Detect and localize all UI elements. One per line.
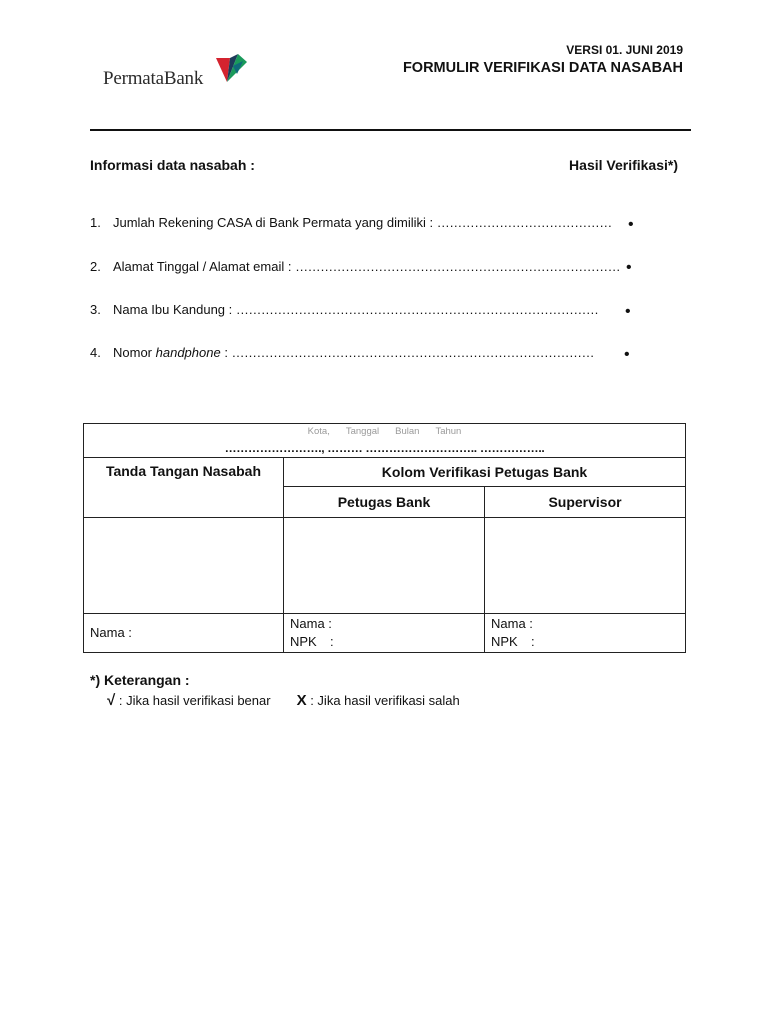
verification-result-heading: Hasil Verifikasi*) bbox=[569, 157, 678, 173]
question-label: Alamat Tinggal / Alamat email : bbox=[113, 259, 296, 274]
supervisor-header: Supervisor bbox=[485, 487, 686, 518]
officer-npk-line bbox=[290, 633, 484, 651]
answer-blank[interactable]: …………………………………………………………………… bbox=[295, 259, 621, 274]
question-item bbox=[90, 302, 598, 317]
permata-diamond-icon bbox=[213, 52, 249, 88]
header-divider bbox=[90, 129, 691, 131]
npk-label: NPK bbox=[491, 634, 518, 649]
officer-signature-box[interactable] bbox=[284, 518, 485, 614]
verification-check-field[interactable]: • bbox=[624, 346, 630, 363]
officer-name-line bbox=[290, 615, 484, 633]
npk-colon: : bbox=[531, 634, 535, 649]
customer-signature-box[interactable] bbox=[84, 518, 284, 614]
question-item bbox=[90, 345, 594, 360]
year-hint: Tahun bbox=[435, 426, 462, 437]
question-number: 2. bbox=[90, 259, 101, 274]
answer-blank[interactable]: …………………………………………………………………………… bbox=[231, 345, 595, 360]
date-place-hints bbox=[84, 426, 685, 437]
bank-verification-header: Kolom Verifikasi Petugas Bank bbox=[284, 458, 686, 487]
officer-header: Petugas Bank bbox=[284, 487, 485, 518]
signature-table bbox=[83, 423, 686, 653]
question-number: 1. bbox=[90, 215, 101, 230]
question-number: 4. bbox=[90, 345, 101, 360]
question-item bbox=[90, 259, 620, 274]
notes-heading: *) Keterangan : bbox=[90, 672, 190, 688]
form-title: FORMULIR VERIFIKASI DATA NASABAH bbox=[402, 60, 683, 76]
supervisor-name-npk-field[interactable] bbox=[485, 614, 686, 653]
notes-legend bbox=[107, 692, 460, 709]
question-item bbox=[90, 215, 612, 230]
name-label: Nama : bbox=[491, 616, 533, 631]
npk-label: NPK bbox=[290, 634, 317, 649]
officer-name-npk-field[interactable] bbox=[284, 614, 485, 653]
month-hint: Bulan bbox=[395, 426, 420, 437]
supervisor-npk-line bbox=[491, 633, 685, 651]
question-number: 3. bbox=[90, 302, 101, 317]
question-label: Nama Ibu Kandung : bbox=[113, 302, 236, 317]
form-version: VERSI 01. JUNI 2019 bbox=[566, 43, 683, 57]
question-label-prefix: Nomor bbox=[113, 345, 156, 360]
cross-icon: X bbox=[296, 692, 307, 709]
question-label: Jumlah Rekening CASA di Bank Permata yang dimiliki : bbox=[113, 215, 437, 230]
check-meaning: : Jika hasil verifikasi benar bbox=[115, 693, 271, 708]
question-label-italic: handphone bbox=[155, 345, 221, 360]
cross-meaning: : Jika hasil verifikasi salah bbox=[306, 693, 460, 708]
customer-name-field[interactable] bbox=[84, 614, 284, 653]
date-place-blank: ……………………., ……… ……………………….. …………….. bbox=[224, 441, 545, 455]
npk-colon: : bbox=[330, 634, 334, 649]
verification-check-field[interactable]: • bbox=[628, 216, 634, 233]
supervisor-name-line bbox=[491, 615, 685, 633]
city-hint: Kota, bbox=[307, 426, 330, 437]
name-label: Nama : bbox=[290, 616, 332, 631]
verification-check-field[interactable]: • bbox=[625, 303, 631, 320]
customer-signature-header: Tanda Tangan Nasabah bbox=[84, 458, 284, 518]
date-place-field[interactable] bbox=[84, 424, 686, 458]
logo-wordmark: PermataBank bbox=[103, 68, 204, 89]
answer-blank[interactable]: …………………………………………………………………………… bbox=[235, 302, 599, 317]
supervisor-signature-box[interactable] bbox=[485, 518, 686, 614]
verification-check-field[interactable]: • bbox=[626, 259, 632, 276]
date-hint: Tanggal bbox=[345, 426, 380, 437]
name-label: Nama : bbox=[90, 625, 132, 640]
checkmark-icon: √ bbox=[107, 692, 116, 709]
customer-info-heading: Informasi data nasabah : bbox=[90, 157, 255, 173]
question-label-suffix: : bbox=[220, 345, 232, 360]
answer-blank[interactable]: …………………………………… bbox=[436, 215, 612, 230]
